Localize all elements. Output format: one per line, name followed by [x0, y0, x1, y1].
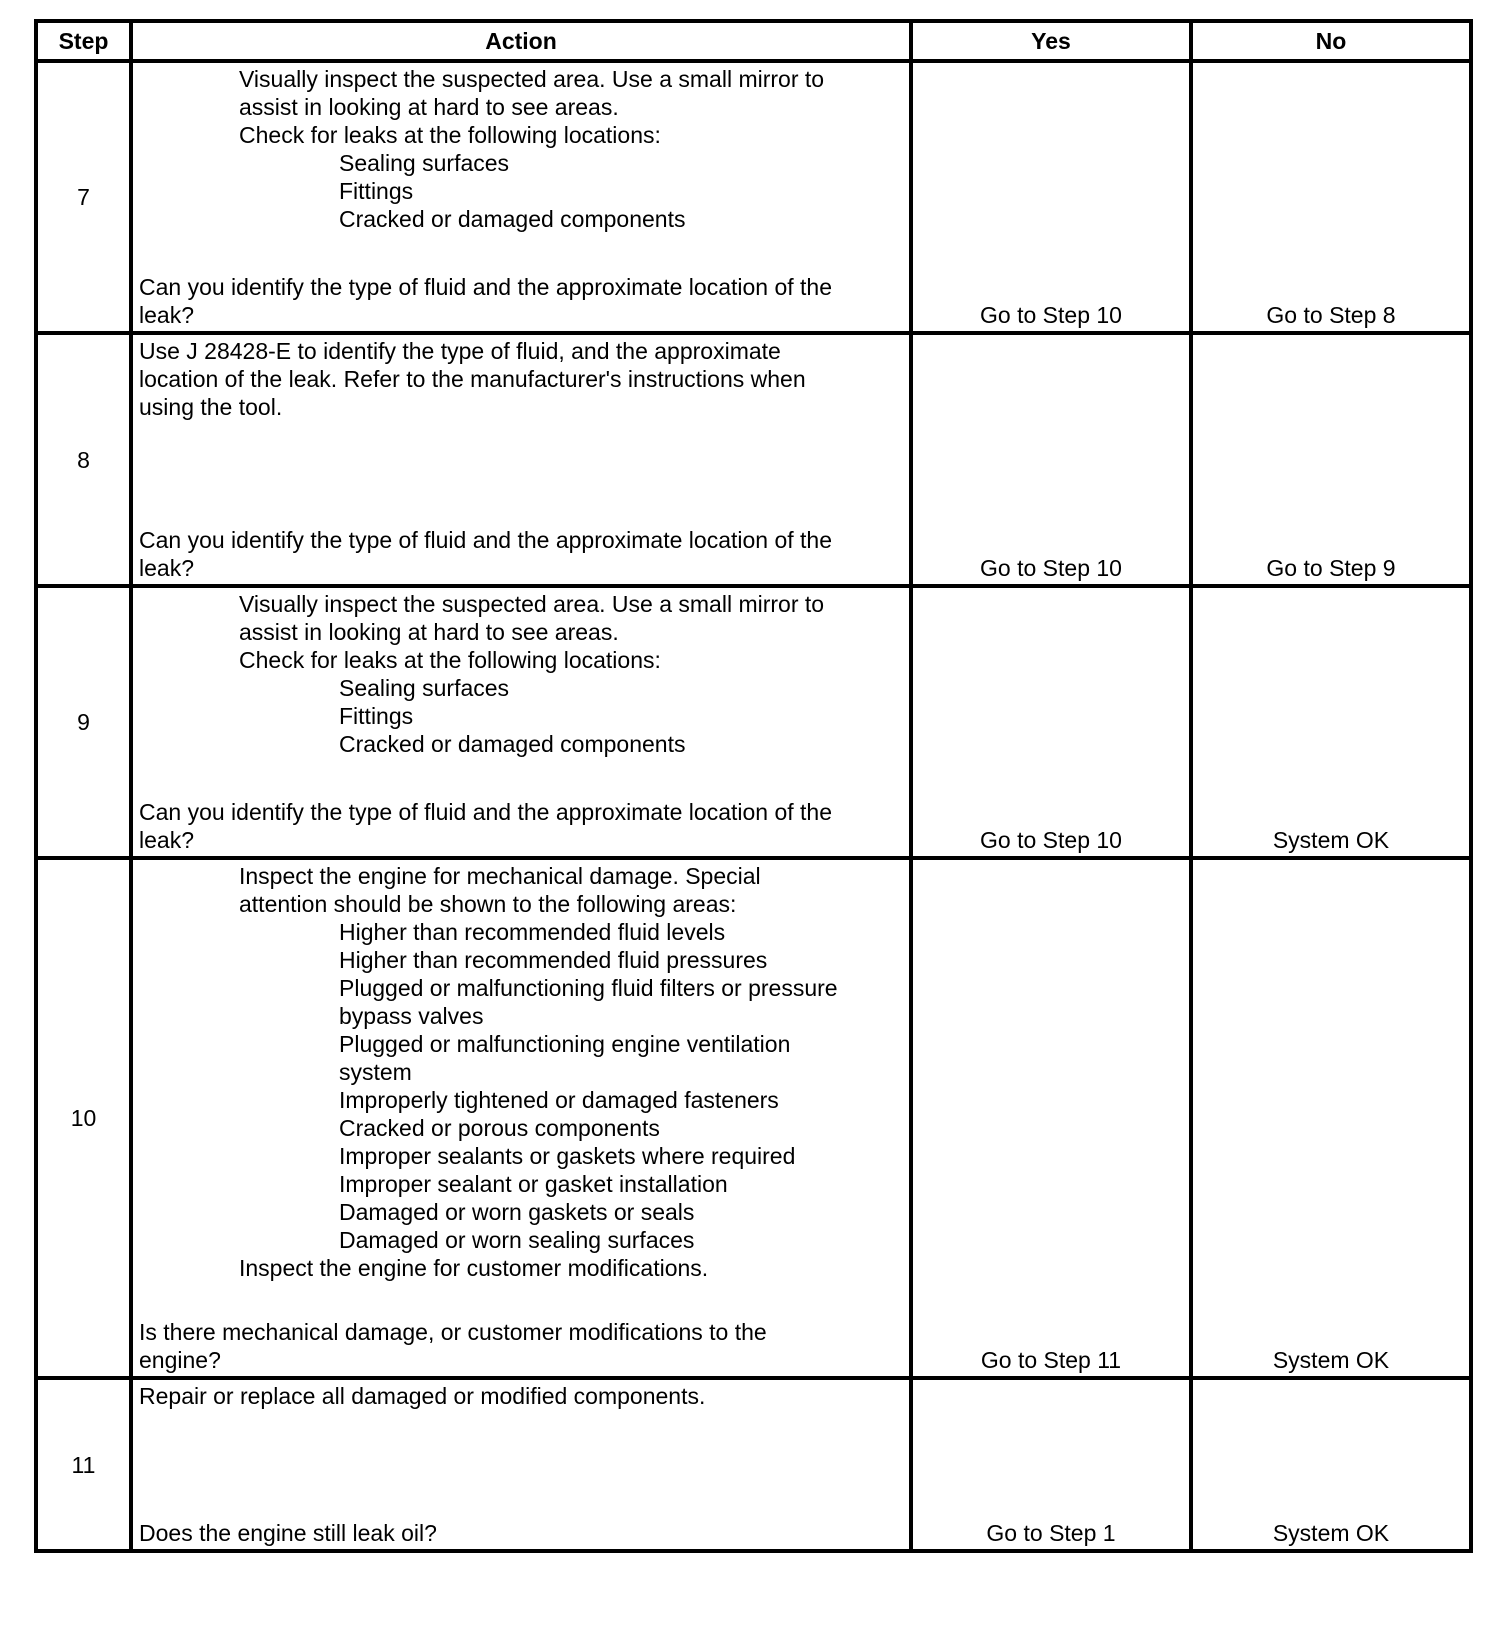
table-row [36, 333, 1471, 586]
no-result: Go to Step 9 [1191, 333, 1471, 586]
action-question [139, 526, 901, 582]
instruction-line: Use J 28428-E to identify the type of fluid, and the approximate [139, 338, 781, 364]
header-step: Step [36, 21, 131, 61]
inspection-item: Plugged or malfunctioning fluid filters or pressure [339, 975, 838, 1001]
action-cell [131, 1378, 911, 1551]
action-instructions [139, 862, 901, 1282]
inspection-item: Improper sealants or gaskets where required [339, 1143, 796, 1169]
action-question [139, 1318, 901, 1374]
no-result: System OK [1191, 858, 1471, 1378]
location-item: Fittings [339, 178, 414, 204]
action-instructions [139, 590, 901, 758]
instruction-line: Check for leaks at the following locations: [239, 647, 661, 673]
action-question [139, 798, 901, 854]
no-result: Go to Step 8 [1191, 61, 1471, 333]
action-cell [131, 333, 911, 586]
inspection-item: bypass valves [339, 1003, 484, 1029]
question-line: Can you identify the type of fluid and the approximate location of the [139, 799, 832, 825]
action-instructions [139, 337, 901, 421]
instruction-line: Inspect the engine for customer modifications. [239, 1255, 709, 1281]
table-row [36, 1378, 1471, 1551]
diagnostic-table [34, 19, 1473, 1553]
action-instructions [139, 1382, 901, 1410]
action-cell [131, 61, 911, 333]
question-line: leak? [139, 302, 194, 328]
no-result: System OK [1191, 586, 1471, 858]
question-line: Is there mechanical damage, or customer modifications to the [139, 1319, 767, 1345]
inspection-item: Damaged or worn gaskets or seals [339, 1199, 695, 1225]
question-line: Can you identify the type of fluid and the approximate location of the [139, 527, 832, 553]
inspection-item: Plugged or malfunctioning engine ventilation [339, 1031, 791, 1057]
step-number: 7 [36, 61, 131, 333]
yes-result: Go to Step 11 [911, 858, 1191, 1378]
inspection-item: Higher than recommended fluid pressures [339, 947, 768, 973]
inspection-item: Improperly tightened or damaged fasteners [339, 1087, 779, 1113]
instruction-line: Visually inspect the suspected area. Use a small mirror to [239, 591, 825, 617]
no-result: System OK [1191, 1378, 1471, 1551]
instruction-line: Check for leaks at the following locations: [239, 122, 661, 148]
yes-result: Go to Step 10 [911, 333, 1191, 586]
action-instructions [139, 65, 901, 233]
location-item: Cracked or damaged components [339, 206, 686, 232]
table-row [36, 858, 1471, 1378]
question-line: Does the engine still leak oil? [139, 1520, 437, 1546]
yes-result: Go to Step 1 [911, 1378, 1191, 1551]
step-number: 9 [36, 586, 131, 858]
header-row [36, 21, 1471, 61]
yes-result: Go to Step 10 [911, 586, 1191, 858]
question-line: leak? [139, 555, 194, 581]
inspection-item: system [339, 1059, 412, 1085]
instruction-line: Inspect the engine for mechanical damage. Special [239, 863, 761, 889]
instruction-line: Repair or replace all damaged or modified components. [139, 1383, 706, 1409]
action-question [139, 273, 901, 329]
step-number: 11 [36, 1378, 131, 1551]
question-line: leak? [139, 827, 194, 853]
question-line: engine? [139, 1347, 221, 1373]
table-row [36, 586, 1471, 858]
inspection-item: Improper sealant or gasket installation [339, 1171, 728, 1197]
yes-result: Go to Step 10 [911, 61, 1191, 333]
instruction-line: location of the leak. Refer to the manufacturer's instructions when [139, 366, 806, 392]
location-item: Cracked or damaged components [339, 731, 686, 757]
location-item: Sealing surfaces [339, 150, 510, 176]
action-cell [131, 586, 911, 858]
inspection-item: Cracked or porous components [339, 1115, 660, 1141]
header-action: Action [131, 21, 911, 61]
instruction-line: assist in looking at hard to see areas. [239, 94, 619, 120]
action-question [139, 1519, 901, 1547]
action-cell [131, 858, 911, 1378]
instruction-line: Visually inspect the suspected area. Use a small mirror to [239, 66, 825, 92]
step-number: 10 [36, 858, 131, 1378]
inspection-item: Higher than recommended fluid levels [339, 919, 726, 945]
instruction-line: assist in looking at hard to see areas. [239, 619, 619, 645]
header-no: No [1191, 21, 1471, 61]
header-yes: Yes [911, 21, 1191, 61]
instruction-line: using the tool. [139, 394, 283, 420]
table-row [36, 61, 1471, 333]
location-item: Sealing surfaces [339, 675, 510, 701]
inspection-item: Damaged or worn sealing surfaces [339, 1227, 695, 1253]
location-item: Fittings [339, 703, 414, 729]
question-line: Can you identify the type of fluid and the approximate location of the [139, 274, 832, 300]
instruction-line: attention should be shown to the following areas: [239, 891, 737, 917]
step-number: 8 [36, 333, 131, 586]
